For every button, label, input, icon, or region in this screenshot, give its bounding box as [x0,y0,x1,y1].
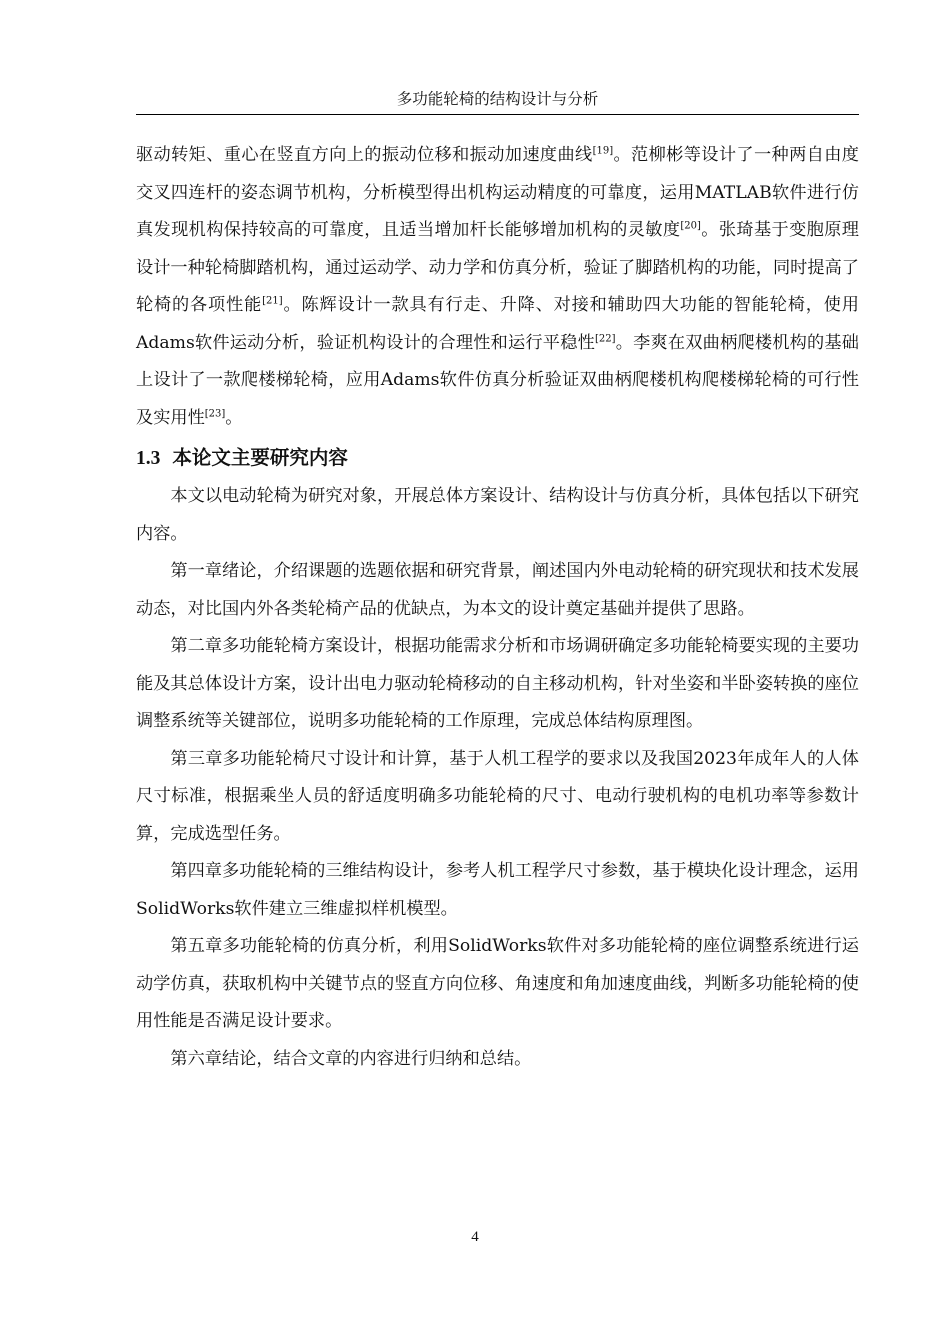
page-number: 4 [471,1229,479,1245]
paragraph-chapter-2: 第二章多功能轮椅方案设计，根据功能需求分析和市场调研确定多功能轮椅要实现的主要功能及其总体设计方案，设计出电力驱动轮椅移动的自主移动机构，针对坐姿和半卧姿转换的座位调整系统等关键部位，说明多功能轮椅的工作原理，完成总体结构原理图。 [136,636,859,731]
running-header [136,84,859,115]
section-title: 本论文主要研究内容 [172,446,348,469]
citation-ref[interactable]: [20] [680,220,701,232]
paragraph-chapter-3: 第三章多功能轮椅尺寸设计和计算，基于人机工程学的要求以及我国2023年成年人的人体尺寸标准，根据乘坐人员的舒适度明确多功能轮椅的尺寸、电动行驶机构的电机功率等参数计算，完成选型任务。 [136,748,859,844]
running-header-title: 多功能轮椅的结构设计与分析 [396,90,599,108]
section-heading [136,439,859,477]
citation-ref[interactable]: [21] [262,295,283,307]
citation-ref[interactable]: [23] [204,407,226,419]
text-segment: 。范柳彬等设计了一种两自由度交叉四连杆的姿态调节机构，分析模型得出机构运动精度的可靠度，运用MATLAB软件进行仿真发现机构保持较高的可靠度，且适当增加杆长能够增加机构的灵敏度 [136,145,859,240]
text-segment: 。李爽在双曲柄爬楼机构的基础上设计了一款爬楼梯轮椅，应用Adams软件仿真分析验证双曲柄爬楼机构爬楼梯轮椅的可行性及实用性 [136,332,859,428]
paragraph-literature-review [136,137,859,437]
body-text [136,137,859,1078]
text-segment: 驱动转矩、重心在竖直方向上的振动位移和振动加速度曲线 [136,145,593,165]
paragraph-chapter-1: 第一章绪论，介绍课题的选题依据和研究背景，阐述国内外电动轮椅的研究现状和技术发展动态，对比国内外各类轮椅产品的优缺点，为本文的设计奠定基础并提供了思路。 [136,561,859,619]
section-number: 1.3 [136,448,161,469]
paragraph-intro: 本文以电动轮椅为研究对象，开展总体方案设计、结构设计与仿真分析，具体包括以下研究内容。 [136,486,859,544]
paragraph-chapter-5: 第五章多功能轮椅的仿真分析，利用SolidWorks软件对多功能轮椅的座位调整系统进行运动学仿真，获取机构中关键节点的竖直方向位移、角速度和角加速度曲线，判断多功能轮椅的使用性能是否满足设计要求。 [136,936,859,1031]
text-segment: 。陈辉设计一款具有行走、升降、对接和辅助四大功能的智能轮椅，使用Adams软件运动分析，验证机构设计的合理性和运行平稳性 [136,295,859,353]
citation-ref[interactable]: [22] [594,332,616,344]
paragraph-chapter-6: 第六章结论，结合文章的内容进行归纳和总结。 [170,1048,532,1069]
text-segment: 。张琦基于变胞原理设计一种轮椅脚踏机构，通过运动学、动力学和仿真分析，验证了脚踏机构的功能，同时提高了轮椅的各项性能 [136,220,859,315]
text-segment: 。 [225,407,243,428]
paragraph-chapter-4: 第四章多功能轮椅的三维结构设计，参考人机工程学尺寸参数，基于模块化设计理念，运用SolidWorks软件建立三维虚拟样机模型。 [136,861,859,919]
citation-ref[interactable]: [19] [592,145,614,157]
